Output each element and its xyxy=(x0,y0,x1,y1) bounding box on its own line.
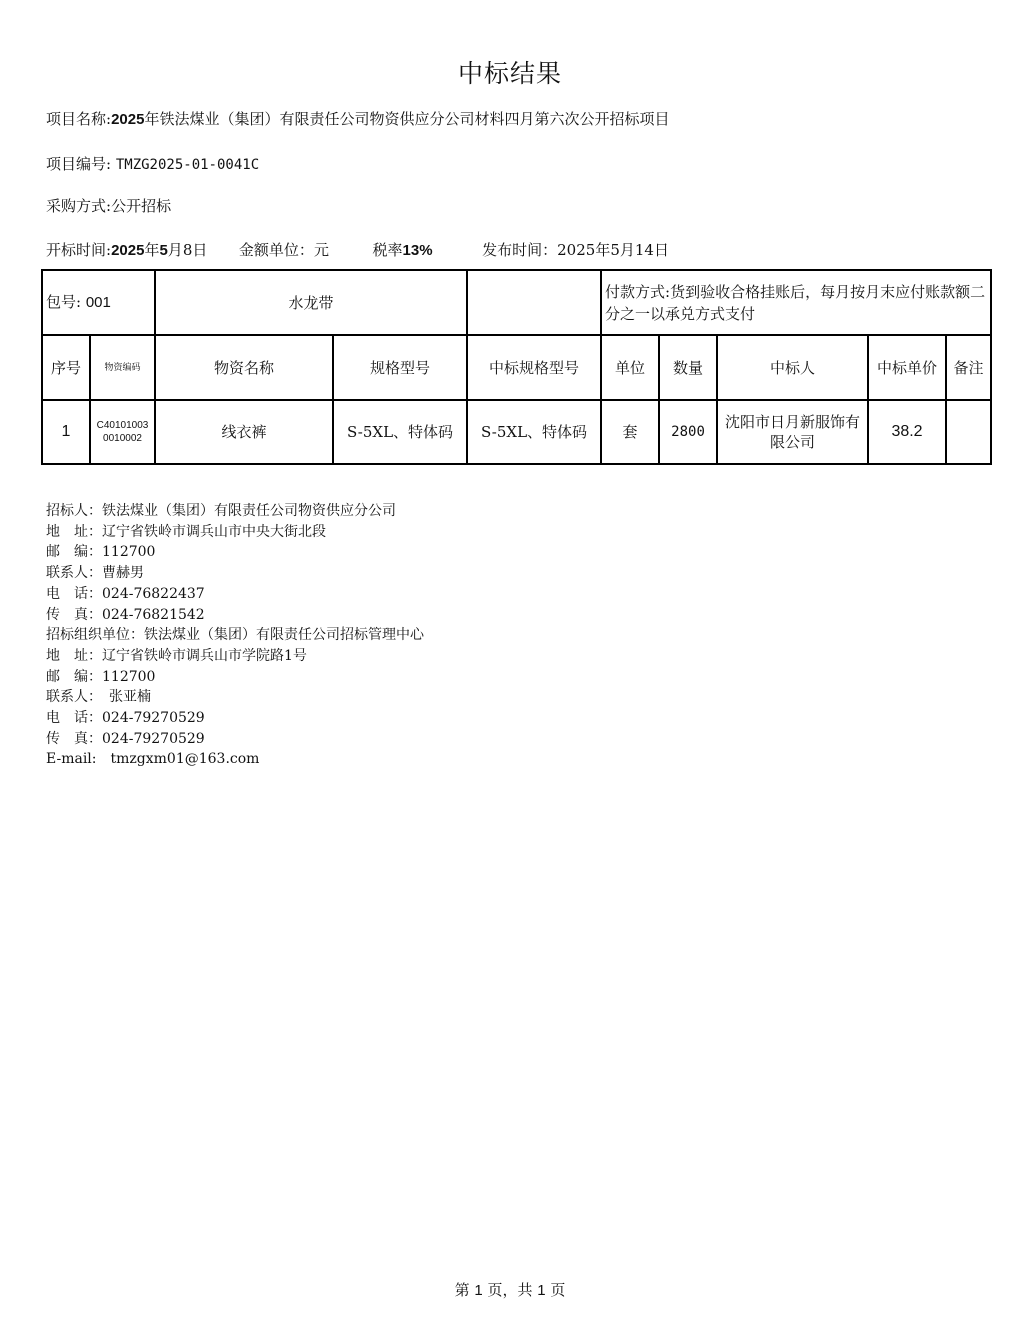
project-name-label: 项目名称: xyxy=(46,110,112,128)
tenderer-phone-line: 电 话：024-76822437 xyxy=(46,585,205,602)
header-seq: 序号 xyxy=(42,335,90,400)
tax-label: 税率 xyxy=(372,241,403,259)
cell-name: 线衣裤 xyxy=(155,400,333,464)
tenderer-postcode-line: 邮 编：112700 xyxy=(46,544,156,561)
package-label: 包号: xyxy=(46,293,82,311)
package-row xyxy=(42,270,991,335)
opening-day: 8日 xyxy=(182,241,208,259)
category-cell: 水龙带 xyxy=(155,270,467,335)
project-number-label: 项目编号: xyxy=(46,155,112,173)
project-name-year: 2025 xyxy=(111,111,145,128)
publish-label: 发布时间： xyxy=(482,241,558,259)
agency-contact-line: 联系人： 张亚楠 xyxy=(46,689,151,706)
footer-middle: 页，共 xyxy=(487,1281,533,1299)
cell-remark xyxy=(946,400,991,464)
package-value: 001 xyxy=(85,294,111,311)
cell-qty: 2800 xyxy=(659,400,717,464)
header-row xyxy=(42,335,991,400)
payment-terms-cell: 付款方式:货到验收合格挂账后，每月按月末应付账款额二分之一以承兑方式支付 xyxy=(601,270,991,335)
agency-email-line: E-mail: tmzgxm01@163.com xyxy=(46,751,260,768)
opening-year: 2025 xyxy=(111,242,145,259)
currency-value: 元 xyxy=(313,241,329,259)
package-cell xyxy=(42,270,155,335)
opening-month-unit: 月 xyxy=(167,241,183,259)
cell-seq: 1 xyxy=(42,400,90,464)
procurement-method-line xyxy=(46,195,171,216)
header-win-spec: 中标规格型号 xyxy=(467,335,601,400)
page-footer xyxy=(0,1279,1020,1300)
tenderer-fax-line: 传 真：024-76821542 xyxy=(46,606,205,623)
contact-block xyxy=(46,501,424,770)
footer-suffix: 页 xyxy=(550,1281,566,1299)
header-remark: 备注 xyxy=(946,335,991,400)
table-row xyxy=(42,400,991,464)
agency-phone-line: 电 话：024-79270529 xyxy=(46,710,205,727)
opening-time-label: 开标时间: xyxy=(46,241,112,259)
project-name-line xyxy=(46,108,669,129)
opening-year-unit: 年 xyxy=(144,241,160,259)
tenderer-contact-line: 联系人：曹赫男 xyxy=(46,565,144,582)
cell-win-spec: S-5XL、特体码 xyxy=(467,400,601,464)
header-qty: 数量 xyxy=(659,335,717,400)
project-number-value: TMZG2025-01-0041C xyxy=(115,157,260,173)
header-spec: 规格型号 xyxy=(333,335,467,400)
tax-value: 13% xyxy=(402,242,433,259)
opening-info-line xyxy=(46,239,669,260)
agency-line: 招标组织单位：铁法煤业（集团）有限责任公司招标管理中心 xyxy=(46,627,424,644)
footer-prefix: 第 xyxy=(454,1281,470,1299)
header-price: 中标单价 xyxy=(868,335,946,400)
cell-price: 38.2 xyxy=(868,400,946,464)
tenderer-address-line: 地 址：辽宁省铁岭市调兵山市中央大街北段 xyxy=(46,523,326,540)
tenderer-line: 招标人：铁法煤业（集团）有限责任公司物资供应分公司 xyxy=(46,503,396,519)
agency-fax-line: 传 真：024-79270529 xyxy=(46,730,205,747)
blank-cell xyxy=(467,270,601,335)
agency-postcode-line: 邮 编：112700 xyxy=(46,668,156,685)
footer-page-number: 1 xyxy=(474,1282,483,1299)
header-unit: 单位 xyxy=(601,335,659,400)
agency-address-line: 地 址：辽宁省铁岭市调兵山市学院路1号 xyxy=(46,647,307,664)
cell-spec: S-5XL、特体码 xyxy=(333,400,467,464)
currency-label: 金额单位： xyxy=(238,241,314,259)
procurement-method-label: 采购方式: xyxy=(46,197,112,215)
cell-unit: 套 xyxy=(601,400,659,464)
header-name: 物资名称 xyxy=(155,335,333,400)
header-winner: 中标人 xyxy=(717,335,868,400)
publish-value: 2025年5月14日 xyxy=(557,241,669,259)
cell-winner: 沈阳市日月新服饰有限公司 xyxy=(717,400,868,464)
award-table xyxy=(41,269,992,465)
footer-total-pages: 1 xyxy=(537,1282,546,1299)
project-number-line xyxy=(46,153,259,174)
page-title: 中标结果 xyxy=(457,59,562,88)
header-code: 物资编码 xyxy=(90,335,155,400)
procurement-method-value: 公开招标 xyxy=(111,197,172,215)
project-name-text: 年铁法煤业（集团）有限责任公司物资供应分公司材料四月第六次公开招标项目 xyxy=(144,110,670,128)
cell-code: C401010030010002 xyxy=(90,400,155,464)
opening-month: 5 xyxy=(159,242,168,259)
